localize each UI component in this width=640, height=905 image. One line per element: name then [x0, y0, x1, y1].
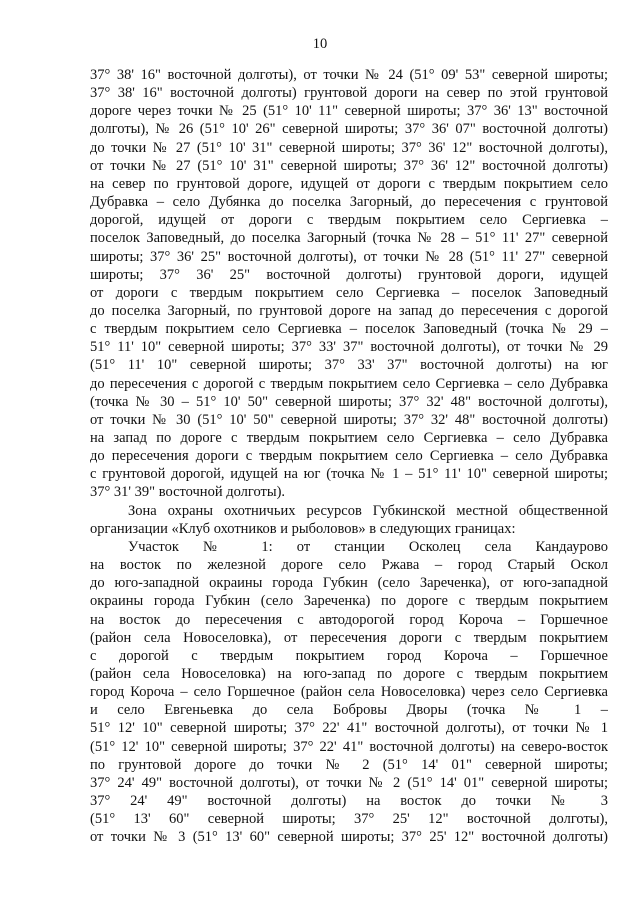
text-line: от точки № 30 (51° 10' 50" северной широты; 37° 32' 48" восточной долготы) — [90, 411, 608, 428]
text-line: Дубравка – село Дубянка до поселка Загорный, до пересечения с грунтовой — [90, 194, 608, 210]
text-line: до поселка Загорный, по грунтовой дороге на запад до пересечения с дорогой — [90, 302, 608, 319]
text-line: с грунтовой дорогой, идущей на юг (точка № 1 – 51° 11' 10" северной широты; — [90, 466, 608, 483]
text-line: дороге через точки № 25 (51° 10' 11" северной широты; 37° 36' 13" восточной — [90, 103, 608, 120]
text-line: до юго-западной окраины города Губкин (село Зареченка), от юго-западной — [90, 575, 608, 592]
text-line: (51° 13' 60" северной широты; 37° 25' 12" восточной долготы), — [90, 811, 608, 828]
text-line: от точки № 27 (51° 10' 31" северной широты; 37° 36' 12" восточной долготы) — [90, 157, 608, 174]
text-line: 37° 24' 49" восточной долготы), от точки № 2 (51° 14' 01" северной широты; — [90, 774, 608, 791]
text-line: 37° 38' 16" восточной долготы), от точки № 24 (51° 09' 53" северной широты; — [90, 67, 608, 83]
text-line: организации «Клуб охотников и рыболовов» в следующих границах: — [90, 520, 516, 537]
text-line: на восток по железной дороге село Ржава – город Старый Оскол — [90, 557, 608, 573]
text-line: на восток до пересечения с автодорогой город Короча – Горшечное — [90, 611, 608, 628]
text-line: от точки № 3 (51° 13' 60" северной широты; 37° 25' 12" восточной долготы) — [90, 829, 608, 846]
text-line: (51° 12' 10" северной широты; 37° 22' 41" восточной долготы) на северо-восток — [90, 738, 608, 755]
page-number: 10 — [312, 36, 328, 52]
text-line: город Короча – село Горшечное (район села Новоселовка) через село Сергиевка — [90, 684, 608, 701]
text-line: с дорогой с твердым покрытием город Короча – Горшечное — [90, 647, 608, 664]
text-line: широты; 37° 36' 25" восточной долготы), от точки № 28 (51° 11' 27" северной — [90, 248, 608, 265]
text-line: до пересечения с дорогой с твердым покрытием село Сергиевка – село Дубравка — [90, 375, 608, 392]
text-line: долготы), № 26 (51° 10' 26" северной широты; 37° 36' 07" восточной долготы) — [90, 121, 608, 138]
text-line: от дороги с твердым покрытием село Сергиевка – поселок Заповедный — [90, 284, 608, 301]
text-line: по грунтовой дороге до точки № 2 (51° 14' 01" северной широты; — [90, 756, 608, 773]
text-line: 51° 11' 10" северной широты; 37° 33' 37" восточной долготы), от точки № 29 — [90, 339, 608, 356]
text-line: с твердым покрытием село Сергиевка – поселок Заповедный (точка № 29 – — [90, 321, 608, 338]
text-line: 37° 38' 16" восточной долготы) грунтовой дороги на север по этой грунтовой — [90, 85, 608, 102]
text-line: (точка № 30 – 51° 10' 50" северной широты; 37° 32' 48" восточной долготы), — [90, 393, 608, 410]
text-line: (51° 11' 10" северной широты; 37° 33' 37" восточной долготы) на юг — [90, 357, 608, 374]
text-line: 37° 31' 39" восточной долготы). — [90, 484, 286, 501]
text-line: до точки № 27 (51° 10' 31" северной широты; 37° 36' 12" восточной долготы), — [90, 139, 608, 156]
text-line: на запад по дороге с твердым покрытием село Сергиевка – село Дубравка — [90, 430, 608, 446]
text-line: Участок № 1: от станции Осколец села Кандаурово — [128, 538, 608, 555]
text-line: Зона охраны охотничьих ресурсов Губкинской местной общественной — [128, 502, 608, 519]
text-line: до пересечения дороги с твердым покрытием село Сергиевка – село Дубравка — [90, 448, 608, 465]
text-line: 51° 12' 10" северной широты; 37° 22' 41" восточной долготы), от точки № 1 — [90, 720, 608, 737]
text-line: дорогой, идущей от дороги с твердым покрытием село Сергиевка – — [90, 212, 608, 229]
text-line: поселок Заповедный, до поселка Загорный (точка № 28 – 51° 11' 27" северной — [90, 230, 608, 247]
text-line: 37° 24' 49" восточной долготы) на восток до точки № 3 — [90, 793, 608, 809]
text-line: и село Евгеньевка до села Бобровы Дворы (точка № 1 – — [90, 702, 608, 719]
text-line: широты; 37° 36' 25" восточной долготы) грунтовой дороги, идущей — [90, 266, 608, 283]
text-line: (район села Новоселовка) на юго-запад по дороге с твердым покрытием — [90, 665, 608, 682]
text-line: окраины города Губкин (село Зареченка) по дороге с твердым покрытием — [90, 593, 608, 610]
text-line: на север по грунтовой дороге, идущей от дороги с твердым покрытием село — [90, 175, 608, 192]
text-line: (район села Новоселовка), от пересечения дороги с твердым покрытием — [90, 629, 608, 646]
